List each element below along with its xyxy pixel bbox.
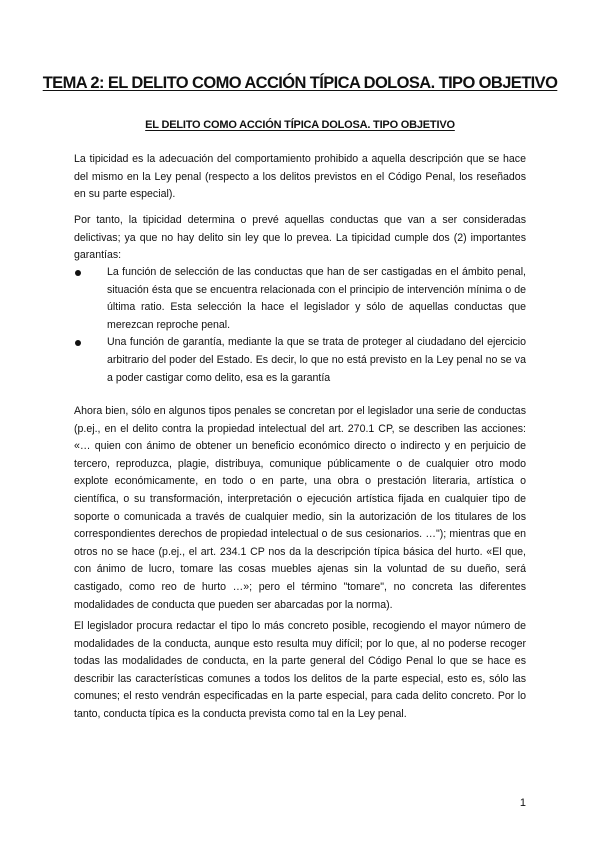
bullet-icon (75, 340, 81, 346)
page-title: TEMA 2: EL DELITO COMO ACCIÓN TÍPICA DOLOSA. TIPO OBJETIVO (42, 74, 558, 92)
list-item (91, 334, 526, 387)
list-item-text: La función de selección de las conductas que han de ser castigadas en el ámbito penal, situación ésta que se encuentra relacionada con el principio de intervención mínima o de última ratio. Esta selección la hace el legislador y sólo de aquellas conductas que merezcan reproche penal. (107, 266, 526, 331)
section-heading: EL DELITO COMO ACCIÓN TÍPICA DOLOSA. TIPO OBJETIVO (145, 119, 455, 131)
paragraph-tipos-penales: Ahora bien, sólo en algunos tipos penales se concretan por el legislador una serie de conductas (p.ej., en el delito contra la propiedad intelectual del art. 270.1 CP, se describen las acciones: «… quien con ánimo de obtener un beneficio económico directo o indirecto y en perjuicio de tercero, reproduzca, plagie, distribuya, comunique públicamente o de cualquier otro modo explote económicamente, en todo o en parte, una obra o prestación literaria, artística o científica, o su transformación, interpretación o ejecución artística fijada en cualquier tipo de soporte o comunicada a través de cualquier medio, sin la autorización de los titulares de los correspondientes derechos de propiedad intelectual o de sus cesionarios. …"); mientras que en otros no se hace (p.ej., el art. 234.1 CP nos da la descripción típica básica del hurto. «El que, con ánimo de lucro, tomare las cosas muebles ajenas sin la voluntad de su dueño, será castigado, como reo de hurto …»; pero el término "tomare", no concreta las diferentes modalidades de conducta que pueden ser abarcadas por la norma). (74, 405, 526, 611)
paragraph-legislador: El legislador procura redactar el tipo lo más concreto posible, recogiendo el mayor número de modalidades de la conducta, aunque esto resulta muy difícil; por lo que, al no poderse recoger todas las modalidades de conducta, en la parte general del Código Penal lo que se hace es describir las características comunes a todos los delitos de la parte especial, esto es, sólo las comunes; el resto vendrán especificadas en la parte especial, para cada delito concreto. Por lo tanto, conducta típica es la conducta prevista como tal en la Ley penal. (74, 620, 526, 720)
page-number: 1 (519, 797, 526, 809)
bullet-icon (75, 270, 81, 276)
garantias-list (74, 264, 526, 387)
paragraph-tipicidad-definition: La tipicidad es la adecuación del comportamiento prohibido a aquella descripción que se hace del mismo en la Ley penal (respecto a los delitos previstos en el Código Penal, los reseñados en su parte especial). (74, 153, 526, 201)
list-item (91, 264, 526, 334)
list-item-text: Una función de garantía, mediante la que se trata de proteger al ciudadano del ejercicio arbitrario del poder del Estado. Es decir, lo que no está previsto en la Ley penal no se va a poder castigar como delito, esa es la garantía (107, 336, 526, 384)
paragraph-garantias-intro: Por tanto, la tipicidad determina o prevé aquellas conductas que van a ser consideradas delictivas; ya que no hay delito sin ley que lo prevea. La tipicidad cumple dos (2) importantes garantías: (74, 214, 526, 262)
